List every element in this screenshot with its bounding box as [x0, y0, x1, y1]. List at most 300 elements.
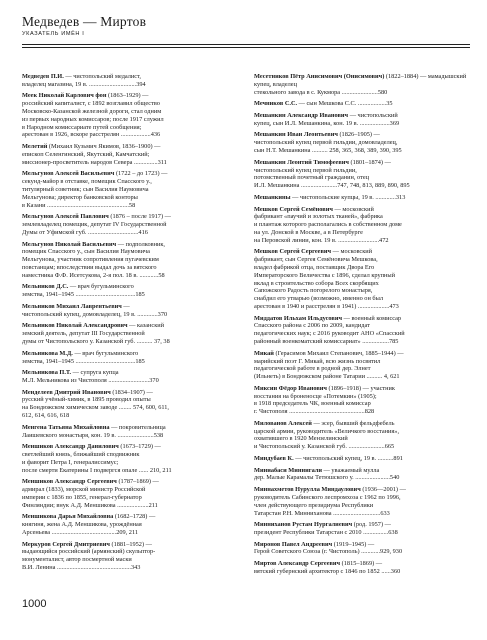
entry-line: [254, 229, 471, 237]
entry-text: земский деятель, депутат III Государственной: [22, 330, 145, 338]
entry-text: на Перовской линии, кон. 19 в. ..........................472: [254, 236, 389, 244]
entry-line: [22, 131, 239, 139]
entry-line: [254, 521, 471, 529]
entry-line: [22, 213, 239, 221]
index-entry: [22, 424, 239, 440]
entry-line: [254, 541, 471, 549]
entry-text: Московско-Казанской железной дороги, стал одним: [22, 108, 162, 116]
entry-line: [22, 396, 239, 404]
entry-text: монументалист, автор посмертной маски: [22, 556, 132, 564]
entry-text: Татарстан Р.Н. Минниханова ..............................633: [254, 509, 390, 517]
entry-line: [254, 560, 471, 568]
entry-text: арестован в 1926, вскоре расстрелян ...................436: [22, 131, 161, 139]
entry-name: Мешанкин Леонтий Тимофеевич: [254, 158, 349, 166]
entry-line: [254, 428, 471, 436]
entry-text: землевладелец помещик, депутат IV Государственной: [22, 221, 167, 229]
entry-line: [22, 330, 239, 338]
entry-text: — сын Мешкова С.С. ..................35: [298, 100, 393, 108]
entry-line: [22, 124, 239, 132]
entry-line: [22, 303, 239, 311]
entry-text: арестован в 1940 и расстрелян в 1941) ....................473: [254, 302, 399, 310]
entry-line: [254, 494, 471, 502]
right-column: [254, 73, 471, 580]
entry-name: Менделеев Дмитрий Иванович: [22, 388, 111, 396]
entry-text: (1881–1952) —: [111, 540, 152, 548]
entry-text: дер. Малые Карамалы Тетюшского у. ......................540: [254, 474, 400, 482]
entry-line: [254, 330, 471, 338]
entry-text: из первых народных комиссаров; после 1917 служил: [22, 115, 164, 123]
entry-text: вклад в строительство собора Всех скорбящих: [254, 279, 379, 287]
entry-line: [254, 237, 471, 245]
entry-line: [22, 170, 239, 178]
index-entry: [22, 170, 239, 209]
entry-line: [22, 256, 239, 264]
entry-text: — врач бугульминского: [74, 349, 139, 357]
index-entry: [22, 241, 239, 280]
entry-text: (1936—2001) —: [362, 486, 406, 494]
entry-name: Миниабаси Миннигали: [254, 466, 322, 474]
entry-text: (1863–1929) —: [108, 92, 149, 100]
entry-line: [22, 73, 239, 81]
entry-text: наместника Ф.Ф. Исетсукова, 2-я пол. 18 в. ............58: [22, 271, 165, 279]
entry-text: русский учёный-химик, в 1895 проводил опыты: [22, 396, 151, 404]
entry-text: российский капиталист, с 1892 возглавил общество: [22, 100, 160, 108]
entry-line: [254, 548, 471, 556]
index-entry: [22, 443, 239, 474]
entry-text: Герой Советского Союза (г. Чистополь) ............929, 930: [254, 548, 403, 556]
entry-text: княгиня, жена А.Д. Меншикова, урождённая: [22, 521, 142, 529]
index-entry: [22, 369, 239, 385]
entry-text: фабрикант «паучий и золотых тканей», фабрика: [254, 213, 383, 221]
entry-text: (Герасимов Михаил Степанович, 1885–1944) —: [275, 349, 404, 357]
entry-line: [22, 178, 239, 186]
entry-line: [254, 502, 471, 510]
entry-text: земства, 1941–1945 ......................................185: [22, 291, 145, 299]
entry-text: — супруга купца: [72, 369, 119, 377]
entry-name: Мельгунов Алексей Павлович: [22, 213, 109, 221]
entry-text: помещик Спасского у., сын Василия Наумовича: [22, 248, 150, 256]
entry-name: Миннахметов Нурулла Миндаулович: [254, 486, 361, 494]
index-entry: [254, 194, 471, 202]
entry-line: [254, 167, 471, 175]
entry-text: (1896–1918) — участник: [328, 384, 395, 392]
entry-line: [22, 459, 239, 467]
entry-text: (1815–1869) —: [341, 560, 383, 568]
index-entry: [254, 159, 471, 190]
entry-name: Мельников Михаил Лаврентьевич: [22, 302, 122, 310]
entry-line: [22, 151, 239, 159]
entry-name: Микай: [254, 349, 274, 357]
entry-text: в Народном комиссариате путей сообщения;: [22, 123, 142, 131]
entry-text: повстанцам; впоследствии выдал дочь за вятского: [22, 263, 157, 271]
entry-text: империи с 1836 по 1855, генерал-губернатор: [22, 493, 142, 501]
entry-name: Мешков Сергей Семёнович: [254, 205, 333, 213]
entry-text: М.Л. Мельникова из Чистополя ..........................370: [22, 377, 159, 384]
entry-text: — чистопольские купцы, 19 в. .............313: [292, 193, 406, 201]
entry-text: на ул. Донской в Москве, а в Петербурге: [254, 228, 363, 236]
entry-line: [254, 131, 471, 139]
entry-line: [22, 443, 239, 451]
index-entry: [22, 92, 239, 139]
entry-text: епископ Селенгинский, Якутский, Камчатский;: [22, 150, 150, 158]
entry-line: [254, 358, 471, 366]
entry-line: [22, 116, 239, 124]
index-entry: [22, 478, 239, 509]
entry-name: Менгена Татьяна Михайловна: [22, 423, 110, 431]
entry-name: Мельников Д.С.: [22, 283, 69, 291]
entry-text: чистопольский купец первой гильдии, домовладелец,: [254, 139, 398, 147]
entry-text: Арсеньева .........................................209, 211: [22, 529, 139, 536]
entry-line: [22, 412, 239, 420]
entry-text: миссионер-просветитель народов Севера ...............311: [22, 158, 167, 166]
entry-line: [22, 494, 239, 502]
entry-line: [22, 432, 239, 440]
entry-line: [22, 264, 239, 272]
entry-line: [254, 147, 471, 155]
entry-line: [22, 248, 239, 256]
entry-line: [254, 213, 471, 221]
entry-line: [22, 389, 239, 397]
entry-text: снабдил его утварью (возможно, именно он был: [254, 295, 383, 303]
entry-text: — военный комиссар: [343, 314, 402, 322]
entry-line: [22, 478, 239, 486]
entry-line: [22, 291, 239, 299]
index-entry: [22, 513, 239, 536]
entry-text: (1787–1869) —: [118, 478, 159, 486]
entry-text: — чистопольский: [349, 111, 398, 119]
entry-text: Спасского района с 2006 по 2009, кандидат: [254, 322, 370, 330]
entry-text: — чистопольский медалист,: [65, 73, 141, 80]
entry-text: сын Н.Т. Мешанкина .......... 258, 365, 368, 389, 390, 395: [254, 147, 402, 155]
entry-line: [22, 529, 239, 537]
index-entry: [254, 521, 471, 537]
entry-line: [22, 404, 239, 412]
entry-line: [254, 373, 471, 381]
entry-text: адмирал (1833), морской министр Российской: [22, 486, 146, 494]
entry-line: [22, 283, 239, 291]
entry-text: секунд-майор в отставке, помещик Спасского у.,: [22, 178, 152, 186]
page-title: Медведев — Миртов: [22, 14, 147, 29]
entry-line: [22, 92, 239, 100]
entry-line: [254, 120, 471, 128]
entry-line: [254, 287, 471, 295]
index-entry: [254, 486, 471, 517]
entry-text: (1822–1884) — мамадышский купец, владелец: [254, 73, 467, 88]
index-entry: [254, 560, 471, 576]
entry-line: [254, 510, 471, 518]
entry-line: [22, 229, 239, 237]
entry-text: охватившего в 1920 Мензелинский: [254, 435, 348, 443]
entry-line: [254, 400, 471, 408]
entry-text: (1722 – до 1723) —: [115, 170, 168, 178]
entry-name: Мешанкины: [254, 193, 291, 201]
entry-name: Миндубаев К.: [254, 454, 294, 462]
entry-line: [254, 100, 471, 108]
entry-line: [254, 393, 471, 401]
entry-text: Лаишевского монастыря, кон. 19 в. .......................538: [22, 431, 164, 439]
entry-line: [254, 365, 471, 373]
entry-text: марийский поэт Г. Микай, всю жизнь посвятил: [254, 357, 381, 365]
entry-line: [254, 221, 471, 229]
entry-text: — московский: [332, 248, 372, 256]
entry-line: [254, 568, 471, 576]
entry-line: [22, 322, 239, 330]
entry-line: [22, 100, 239, 108]
left-column: [22, 73, 239, 576]
entry-text: Финляндии; внук А.Д. Меншикова ....................211: [22, 501, 158, 509]
entry-text: потомственный почетный гражданин, отец: [254, 174, 370, 182]
entry-line: [254, 280, 471, 288]
entry-text: (род. 1957) —: [353, 521, 391, 529]
index-entry: [254, 467, 471, 483]
entry-line: [254, 182, 471, 190]
entry-line: [22, 272, 239, 280]
entry-line: [22, 564, 239, 572]
page-number: 1000: [22, 598, 47, 610]
entry-line: [254, 467, 471, 475]
entry-text: — покровительница: [111, 423, 166, 431]
entry-text: титулярный советник; сын Василия Наумовича: [22, 186, 149, 194]
entry-text: — чистопольский купец, 19 в. ..........891: [295, 454, 403, 462]
entry-line: [22, 159, 239, 167]
index-entry: [254, 315, 471, 346]
index-entry: [254, 100, 471, 108]
entry-line: [254, 194, 471, 202]
index-entry: [254, 248, 471, 310]
entry-name: Милованов Алексей: [254, 419, 312, 427]
index-entry: [254, 131, 471, 154]
entry-text: Мельгунова, участник сопротивления пугачевским: [22, 256, 159, 264]
entry-text: Думы от Уфимской губ. ................................416: [22, 228, 148, 236]
entry-line: [254, 420, 471, 428]
entry-text: (1682–1728) —: [114, 513, 156, 521]
entry-line: [254, 112, 471, 120]
entry-text: владелец магазина, 19 в. ..............................394: [22, 80, 146, 88]
entry-text: чистопольский купец, домовладелец, 19 в. .............370: [22, 310, 168, 318]
entry-line: [254, 73, 471, 89]
entry-line: [22, 311, 239, 319]
entry-text: И.Л. Мешанкина .......................747, 748, 813, 889, 890, 895: [254, 182, 410, 190]
entry-line: [254, 248, 471, 256]
entry-name: Мельгунов Николай Васильевич: [22, 240, 117, 248]
entry-text: восстания на броненосце «Потемкин» (1905);: [254, 392, 377, 400]
entry-text: (1876 – после 1917) —: [110, 213, 171, 221]
entry-name: Миддатов Ильхам Ильдусович: [254, 314, 343, 322]
entry-text: — эсер, бывший фельдфебель: [313, 419, 395, 427]
entry-line: [254, 139, 471, 147]
entry-line: [254, 206, 471, 214]
entry-text: после смерти Екатерины I подвергся опале ...... 210, 211: [22, 466, 172, 474]
entry-text: — уважаемый мулла: [323, 466, 380, 474]
index-entry: [22, 303, 239, 319]
entry-text: руководитель Сабинского леспромхоза с 1962 по 1996,: [254, 493, 401, 501]
entry-text: стекольного завода в с. Кукмора .......................580: [254, 88, 388, 96]
entry-line: [22, 186, 239, 194]
entry-line: [22, 513, 239, 521]
entry-text: и фаворит Петра I, генералиссимус;: [22, 458, 119, 466]
entry-name: Меншиков Александр Данилович: [22, 443, 119, 451]
entry-line: [22, 541, 239, 549]
entry-text: вятский губернский архитектор с 1846 по 1852 ......360: [254, 567, 401, 575]
entry-line: [254, 295, 471, 303]
entry-line: [254, 385, 471, 393]
entry-text: Сапожского Радость погорелого монастыря,: [254, 287, 373, 295]
entry-text: —: [123, 302, 130, 310]
header-rule-bottom: [22, 47, 470, 48]
entry-text: (1801–1874) —: [350, 158, 391, 166]
index-entry: [22, 143, 239, 166]
entry-line: [22, 486, 239, 494]
entry-text: президент Республики Татарстан с 2010 ................638: [254, 529, 398, 536]
entry-text: земства, 1941–1945 ......................................185: [22, 357, 145, 365]
entry-name: Меншиков Александр Сергеевич: [22, 478, 117, 486]
entry-name: Мешанкин Иван Леонтьевич: [254, 131, 338, 139]
entry-text: Императорского Величества с 1896, сделал крупный: [254, 271, 395, 279]
entry-text: — подполковник,: [117, 240, 165, 248]
entry-line: [254, 256, 471, 264]
index-entry: [22, 73, 239, 89]
entry-line: [254, 443, 471, 451]
entry-text: царской армии, руководитель «Величкого восстания»,: [254, 427, 400, 435]
entry-line: [22, 241, 239, 249]
entry-text: и плантаж которого располагались в собственном доме: [254, 221, 402, 229]
entry-name: Мечников С.С.: [254, 100, 298, 108]
header-rule-top: [22, 44, 470, 45]
index-entry: [254, 420, 471, 451]
index-entry: [22, 541, 239, 572]
entry-line: [254, 486, 471, 494]
index-entry: [22, 283, 239, 299]
entry-line: [22, 369, 239, 377]
entry-text: районный военкоматский комиссариат» .................785: [254, 338, 399, 346]
entry-text: В.И. Ленина ...............................................343: [22, 564, 141, 572]
entry-line: [22, 451, 239, 459]
entry-line: [22, 143, 239, 151]
entry-text: (Михаил Кузьмич Якимов, 1836–1900) —: [48, 143, 161, 151]
entry-line: [254, 264, 471, 272]
entry-name: Меркуров Сергей Дмитриевич: [22, 540, 110, 548]
entry-name: Миксин Фёдор Иванович: [254, 384, 327, 392]
index-entry: [22, 350, 239, 366]
entry-text: и Чистопольский у. Казанской губ. .......................665: [254, 443, 395, 451]
entry-text: (Ильнеть) в Бондюжском районе Татарии .......... 4, 621: [254, 373, 400, 381]
index-entry: [254, 350, 471, 381]
entry-line: [22, 377, 239, 385]
entry-name: Меншикова Дарья Михайловна: [22, 513, 114, 521]
entry-line: [254, 455, 471, 463]
entry-text: г. Чистополя ................................................828: [254, 408, 375, 416]
running-header: [22, 14, 470, 37]
page-subtitle: УКАЗАТЕЛЬ ИМЁН I: [22, 31, 85, 37]
entry-name: Мельгунов Алексей Васильевич: [22, 170, 115, 178]
entry-text: 612, 614, 616, 618: [22, 412, 70, 420]
entry-text: (1673–1729) —: [120, 443, 161, 451]
entry-name: Месетников Пётр Анисимович (Онисимович): [254, 73, 385, 80]
entry-line: [22, 358, 239, 366]
entry-line: [22, 556, 239, 564]
entry-line: [22, 202, 239, 210]
index-entry: [254, 541, 471, 557]
entry-text: в Казани ....................................................58: [22, 201, 136, 209]
entry-text: — казанский: [129, 322, 165, 330]
entry-text: педагогической работе в родной дер. Элнет: [254, 365, 371, 373]
index-entry: [254, 112, 471, 128]
entry-name: Минниханов Рустам Нургалиевич: [254, 521, 353, 529]
entry-line: [22, 467, 239, 475]
index-entry: [22, 322, 239, 345]
entry-line: [254, 474, 471, 482]
entry-line: [22, 338, 239, 346]
entry-text: чистопольский купец первой гильдии,: [254, 166, 357, 174]
entry-text: (1826–1905) —: [339, 131, 380, 139]
index-entry: [22, 389, 239, 420]
entry-text: Мельгунова; директор банковской конторы: [22, 193, 138, 201]
index-entry: [254, 73, 471, 96]
entry-line: [22, 548, 239, 556]
entry-name: Мелетий: [22, 143, 48, 151]
entry-text: владел фабрикой отца, поставщик Двора Его: [254, 263, 375, 271]
entry-line: [254, 272, 471, 280]
entry-line: [254, 159, 471, 167]
entry-text: — врач бугульминского: [69, 283, 134, 291]
entry-line: [254, 174, 471, 182]
entry-line: [254, 435, 471, 443]
entry-line: [22, 424, 239, 432]
entry-name: Миртов Александр Сергеевич: [254, 560, 341, 568]
entry-name: Мельникова М.Д.: [22, 349, 73, 357]
entry-line: [254, 322, 471, 330]
entry-line: [254, 529, 471, 537]
entry-text: светлейший князь, ближайший сподвижник: [22, 451, 140, 459]
index-entry: [254, 385, 471, 416]
entry-line: [254, 350, 471, 358]
entry-line: [254, 315, 471, 323]
entry-name: Меек Николай Карлович фон: [22, 92, 107, 100]
entry-line: [254, 338, 471, 346]
entry-text: в 1918 председатель ЧК, военный комиссар: [254, 400, 371, 408]
entry-line: [22, 502, 239, 510]
entry-text: педагогических наук; с 2016 руководит АНО «Спасский: [254, 330, 405, 338]
entry-line: [22, 350, 239, 358]
entry-text: на Бондюжском химическом заводе ........ 574, 600, 611,: [22, 404, 169, 412]
entry-name: Медведев П.И.: [22, 73, 64, 80]
entry-text: фабрикант, сын Сергея Семёновича Мешкова,: [254, 256, 378, 264]
entry-text: думы от Чистопольского у. Казанской губ. .......... 37, 38: [22, 338, 170, 346]
entry-line: [254, 303, 471, 311]
entry-text: — московский: [334, 205, 374, 213]
index-entry: [254, 206, 471, 245]
entry-line: [22, 194, 239, 202]
entry-text: купец, сын И.Л. Мешанкина, кон. 19 в. ...................369: [254, 119, 400, 127]
entry-name: Миронов Павел Андреевич: [254, 540, 333, 548]
entry-text: (1834–1907) —: [112, 388, 153, 396]
entry-text: (1919–1945) —: [333, 540, 375, 548]
entry-name: Мельникова П.Т.: [22, 369, 72, 377]
index-entry: [22, 213, 239, 236]
entry-line: [22, 81, 239, 89]
entry-line: [22, 521, 239, 529]
index-entry: [254, 455, 471, 463]
entry-text: член действующего президиума Республики: [254, 501, 374, 509]
entry-line: [254, 89, 471, 97]
entry-name: Мельников Николай Александрович: [22, 322, 128, 330]
entry-line: [22, 221, 239, 229]
entry-name: Мешанкин Александр Иванович: [254, 111, 349, 119]
entry-line: [254, 408, 471, 416]
entry-name: Мешков Сергей Сергеевич: [254, 248, 332, 256]
entry-text: выдающийся российский (армянский) скульптор-: [22, 548, 156, 556]
entry-line: [22, 108, 239, 116]
